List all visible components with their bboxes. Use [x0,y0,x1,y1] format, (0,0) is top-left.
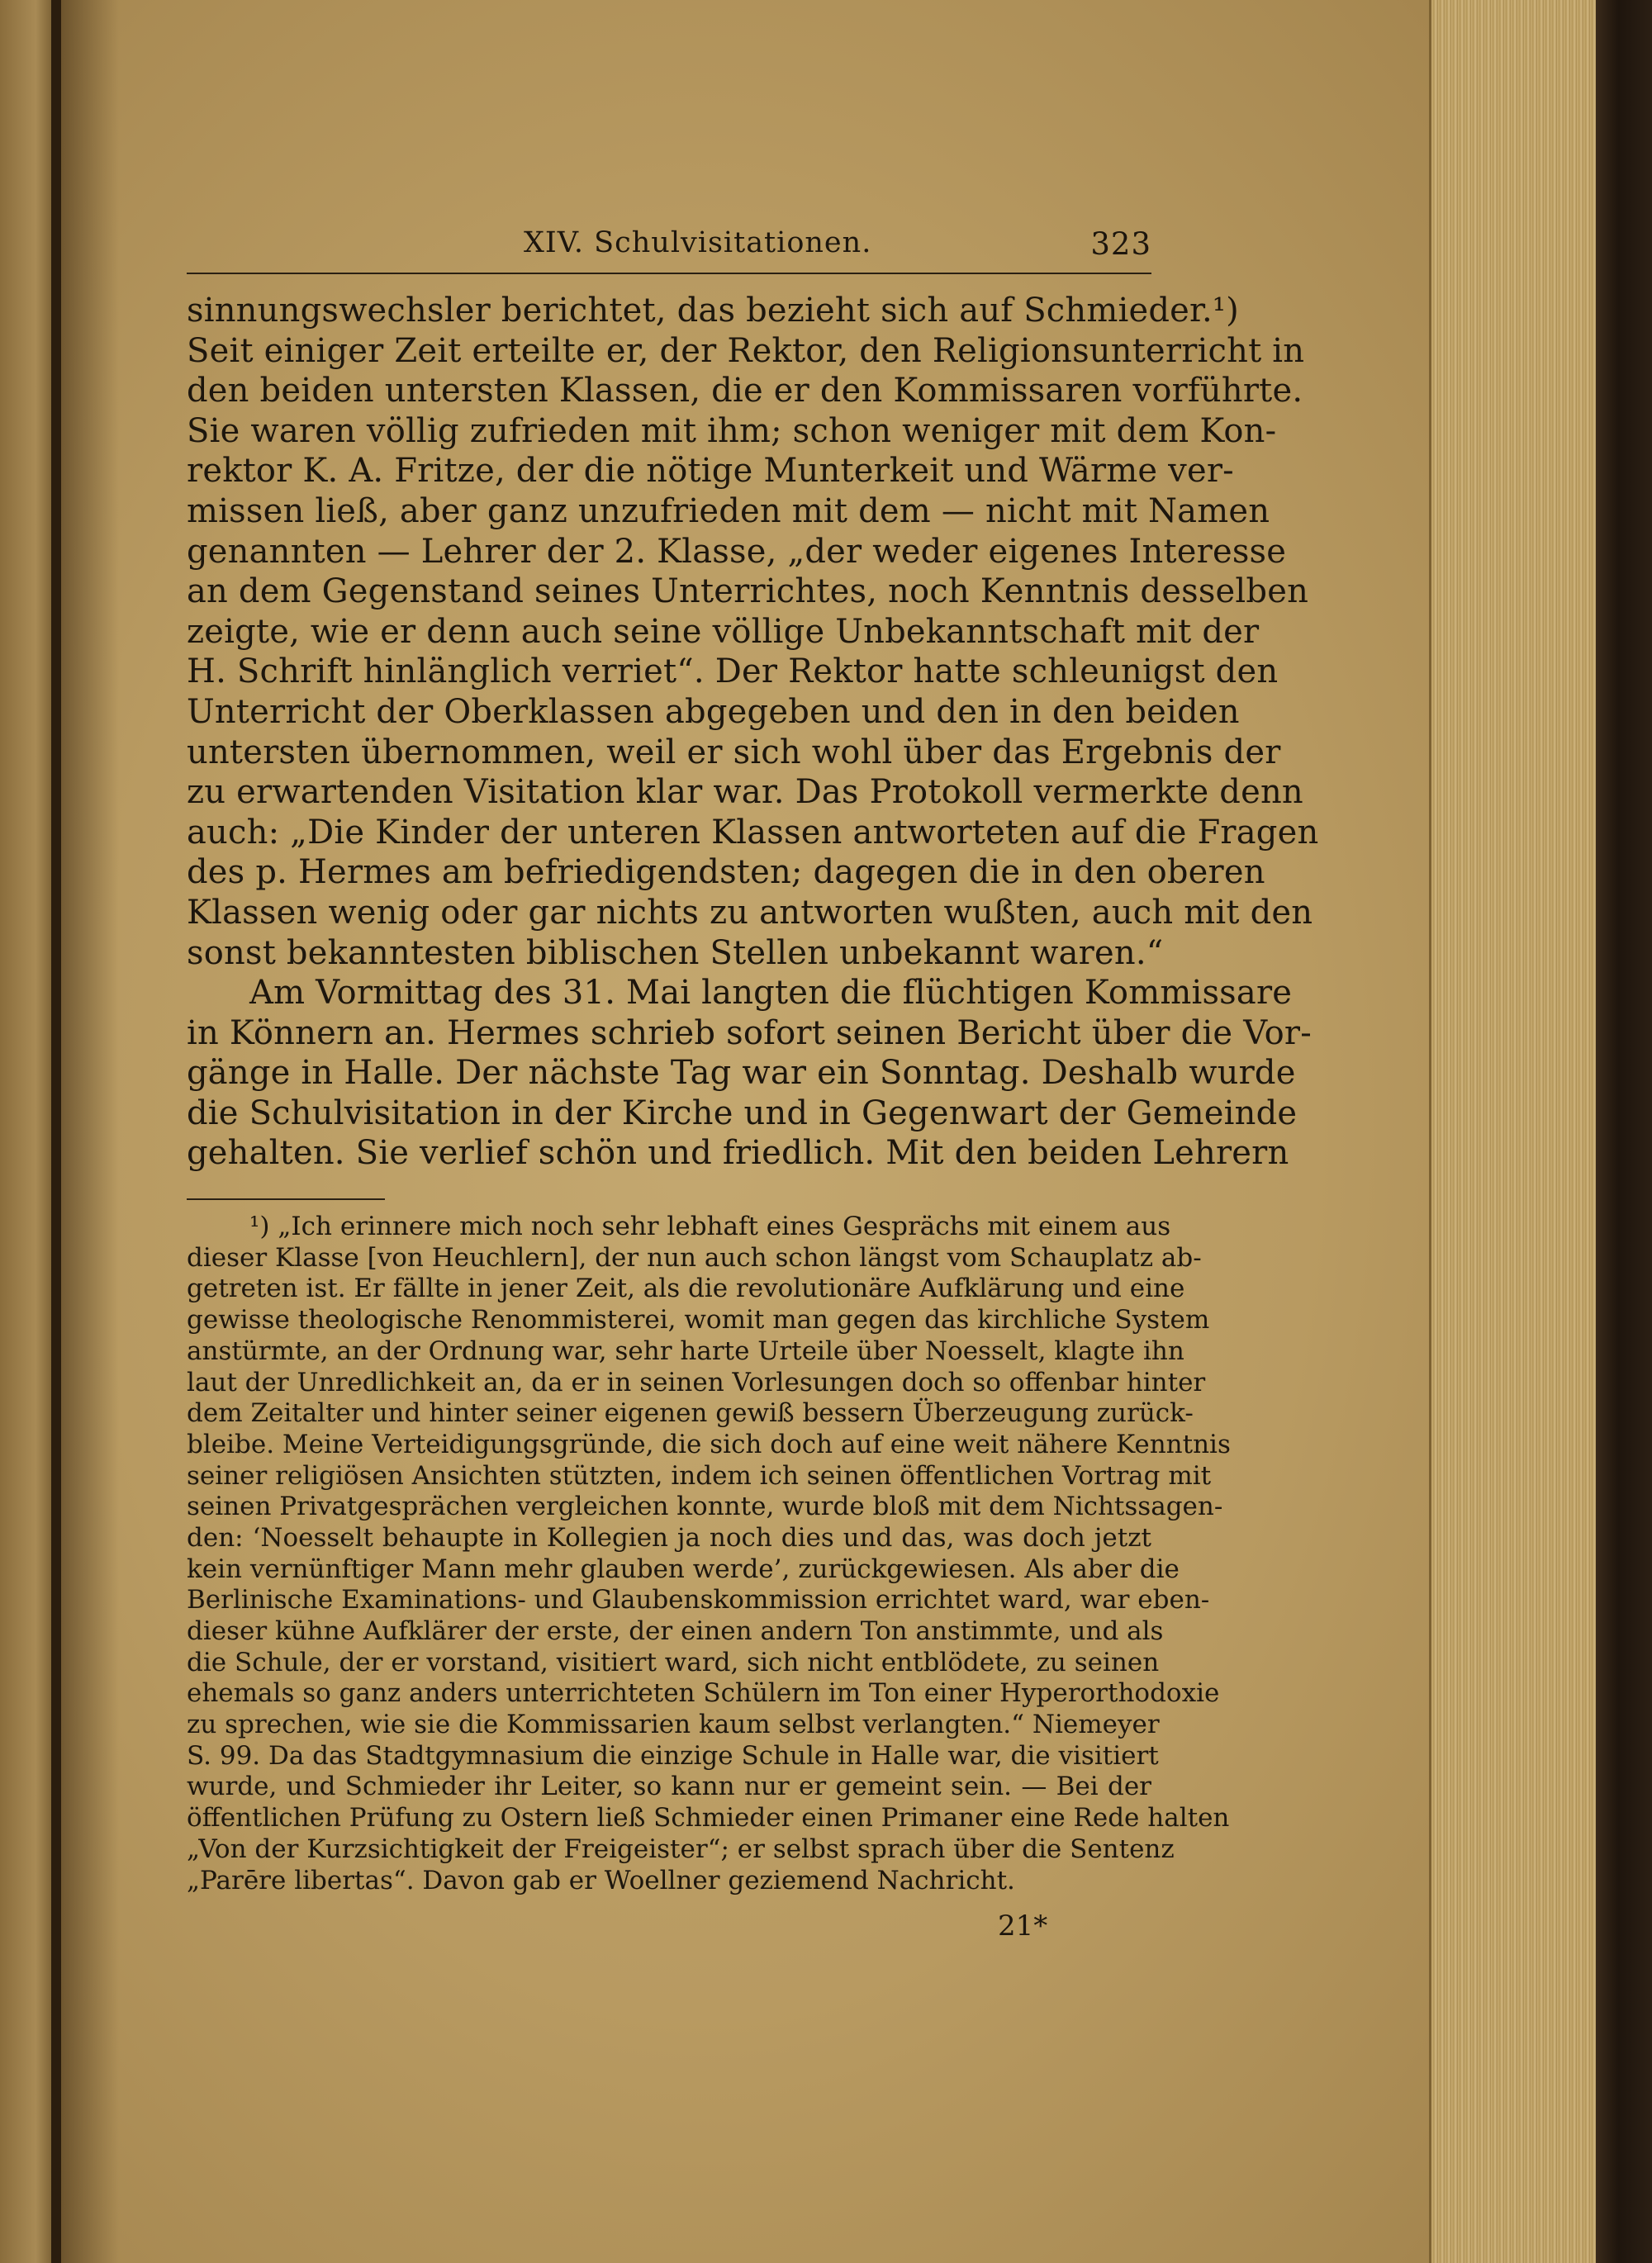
signature-mark: 21* [998,1910,1048,1943]
footnote-line: öffentlichen Prüfung zu Ostern ließ Schmieder einen Primaner eine Rede halten [187,1803,1230,1834]
footnote-line: seiner religiösen Ansichten stützten, indem ich seinen öffentlichen Vortrag mit [187,1460,1212,1491]
footnote-line: „Von der Kurzsichtigkeit der Freigeister“; er selbst sprach über die Sentenz [187,1834,1175,1864]
text-line: die Schulvisitation in der Kirche und in Gegenwart der Gemeinde [187,1094,1298,1132]
header-rule [187,273,1151,274]
text-line: zeigte, wie er denn auch seine völlige Unbekanntschaft mit der [187,612,1260,651]
text-line: H. Schrift hinlänglich verriet“. Der Rektor hatte schleunigst den [187,652,1279,691]
page-number: 323 [1090,226,1151,262]
text-line: Sie waren völlig zufrieden mit ihm; schon weniger mit dem Kon- [187,411,1277,450]
footnote-line: gewisse theologische Renommisterei, womit man gegen das kirchliche System [187,1305,1210,1336]
text-line: rektor K. A. Fritze, der die nötige Munterkeit und Wärme ver- [187,452,1234,491]
text-line: auch: „Die Kinder der unteren Klassen antworteten auf die Fragen [187,813,1319,852]
footnote-line: anstürmte, an der Ordnung war, sehr harte Urteile über Noesselt, klagte ihn [187,1336,1184,1366]
text-line: in Könnern an. Hermes schrieb sofort seinen Bericht über die Vor- [187,1013,1312,1052]
footnote-line: „Parēre libertas“. Davon gab er Woellner geziemend Nachricht. [187,1865,1015,1895]
footnote-line: ehemals so ganz anders unterrichteten Schülern im Ton einer Hyperorthodoxie [187,1678,1220,1709]
text-line: genannten — Lehrer der 2. Klasse, „der weder eigenes Interesse [187,532,1287,571]
footnote-line: laut der Unredlichkeit an, da er in seinen Vorlesungen doch so offenbar hinter [187,1367,1206,1397]
text-line: sinnungswechsler berichtet, das bezieht sich auf Schmieder.¹) [187,292,1239,330]
text-line: gehalten. Sie verlief schön und friedlich. Mit den beiden Lehrern [187,1134,1289,1173]
footnote-line: die Schule, der er vorstand, visitiert ward, sich nicht entblödete, zu seinen [187,1647,1160,1677]
page-content [187,215,1319,1896]
text-line: Seit einiger Zeit erteilte er, der Rektor, den Religionsunterricht in [187,331,1305,370]
text-line: sonst bekanntesten biblischen Stellen unbekannt waren.“ [187,933,1164,972]
book-cover-edge [1596,0,1652,2263]
text-line: gänge in Halle. Der nächste Tag war ein Sonntag. Deshalb wurde [187,1054,1296,1093]
running-title: XIV. Schulvisitationen. [524,226,872,259]
main-text [187,291,1319,1174]
footnote-line: getreten ist. Er fällte in jener Zeit, als die revolutionäre Aufklärung und eine [187,1274,1185,1304]
footnote-line: dem Zeitalter und hinter seiner eigenen gewiß bessern Überzeugung zurück- [187,1398,1194,1429]
footnote-line: wurde, und Schmieder ihr Leiter, so kann nur er gemeint sein. — Bei der [187,1772,1151,1802]
footnote-line: dieser Klasse [von Heuchlern], der nun auch schon längst vom Schauplatz ab- [187,1242,1202,1273]
footnote-line: ¹) „Ich erinnere mich noch sehr lebhaft eines Gesprächs mit einem aus [249,1212,1171,1242]
footnote-line: S. 99. Da das Stadtgymnasium die einzige Schule in Halle war, die visitiert [187,1740,1159,1771]
footnote-line: den: ‘Noesselt behaupte in Kollegien ja noch dies und das, was doch jetzt [187,1522,1151,1553]
text-line: Klassen wenig oder gar nichts zu antworten wußten, auch mit den [187,893,1313,932]
footnote-line: kein vernünftiger Mann mehr glauben werde’, zurückgewiesen. Als aber die [187,1554,1180,1584]
footnote-line: dieser kühne Aufklärer der erste, der einen andern Ton anstimmte, und als [187,1616,1164,1646]
text-line: missen ließ, aber ganz unzufrieden mit dem — nicht mit Namen [187,491,1270,530]
page-edges [1429,0,1601,2263]
text-line: Am Vormittag des 31. Mai langten die flüchtigen Kommissare [249,974,1293,1013]
running-header [187,215,1151,264]
footnote-line: seinen Privatgesprächen vergleichen konnte, wurde bloß mit dem Nichtssagen- [187,1492,1223,1522]
text-line: an dem Gegenstand seines Unterrichtes, noch Kenntnis desselben [187,572,1309,611]
footnote [187,1212,1231,1896]
footnote-line: bleibe. Meine Verteidigungsgründe, die sich doch auf eine weit nähere Kenntnis [187,1429,1231,1459]
text-line: des p. Hermes am befriedigendsten; dagegen die in den oberen [187,853,1265,892]
text-line: untersten übernommen, weil er sich wohl über das Ergebnis der [187,733,1281,771]
text-line: den beiden untersten Klassen, die er den Kommissaren vorführte. [187,372,1303,410]
text-line: Unterricht der Oberklassen abgegeben und den in den beiden [187,692,1240,731]
text-line: zu erwartenden Visitation klar war. Das Protokoll vermerkte denn [187,773,1303,812]
footnote-rule [187,1198,385,1200]
footnote-line: zu sprechen, wie sie die Kommissarien kaum selbst verlangten.“ Niemeyer [187,1710,1160,1740]
footnote-line: Berlinische Examinations- und Glaubenskommission errichtet ward, war eben- [187,1585,1210,1615]
gutter-shadow [61,0,119,2263]
